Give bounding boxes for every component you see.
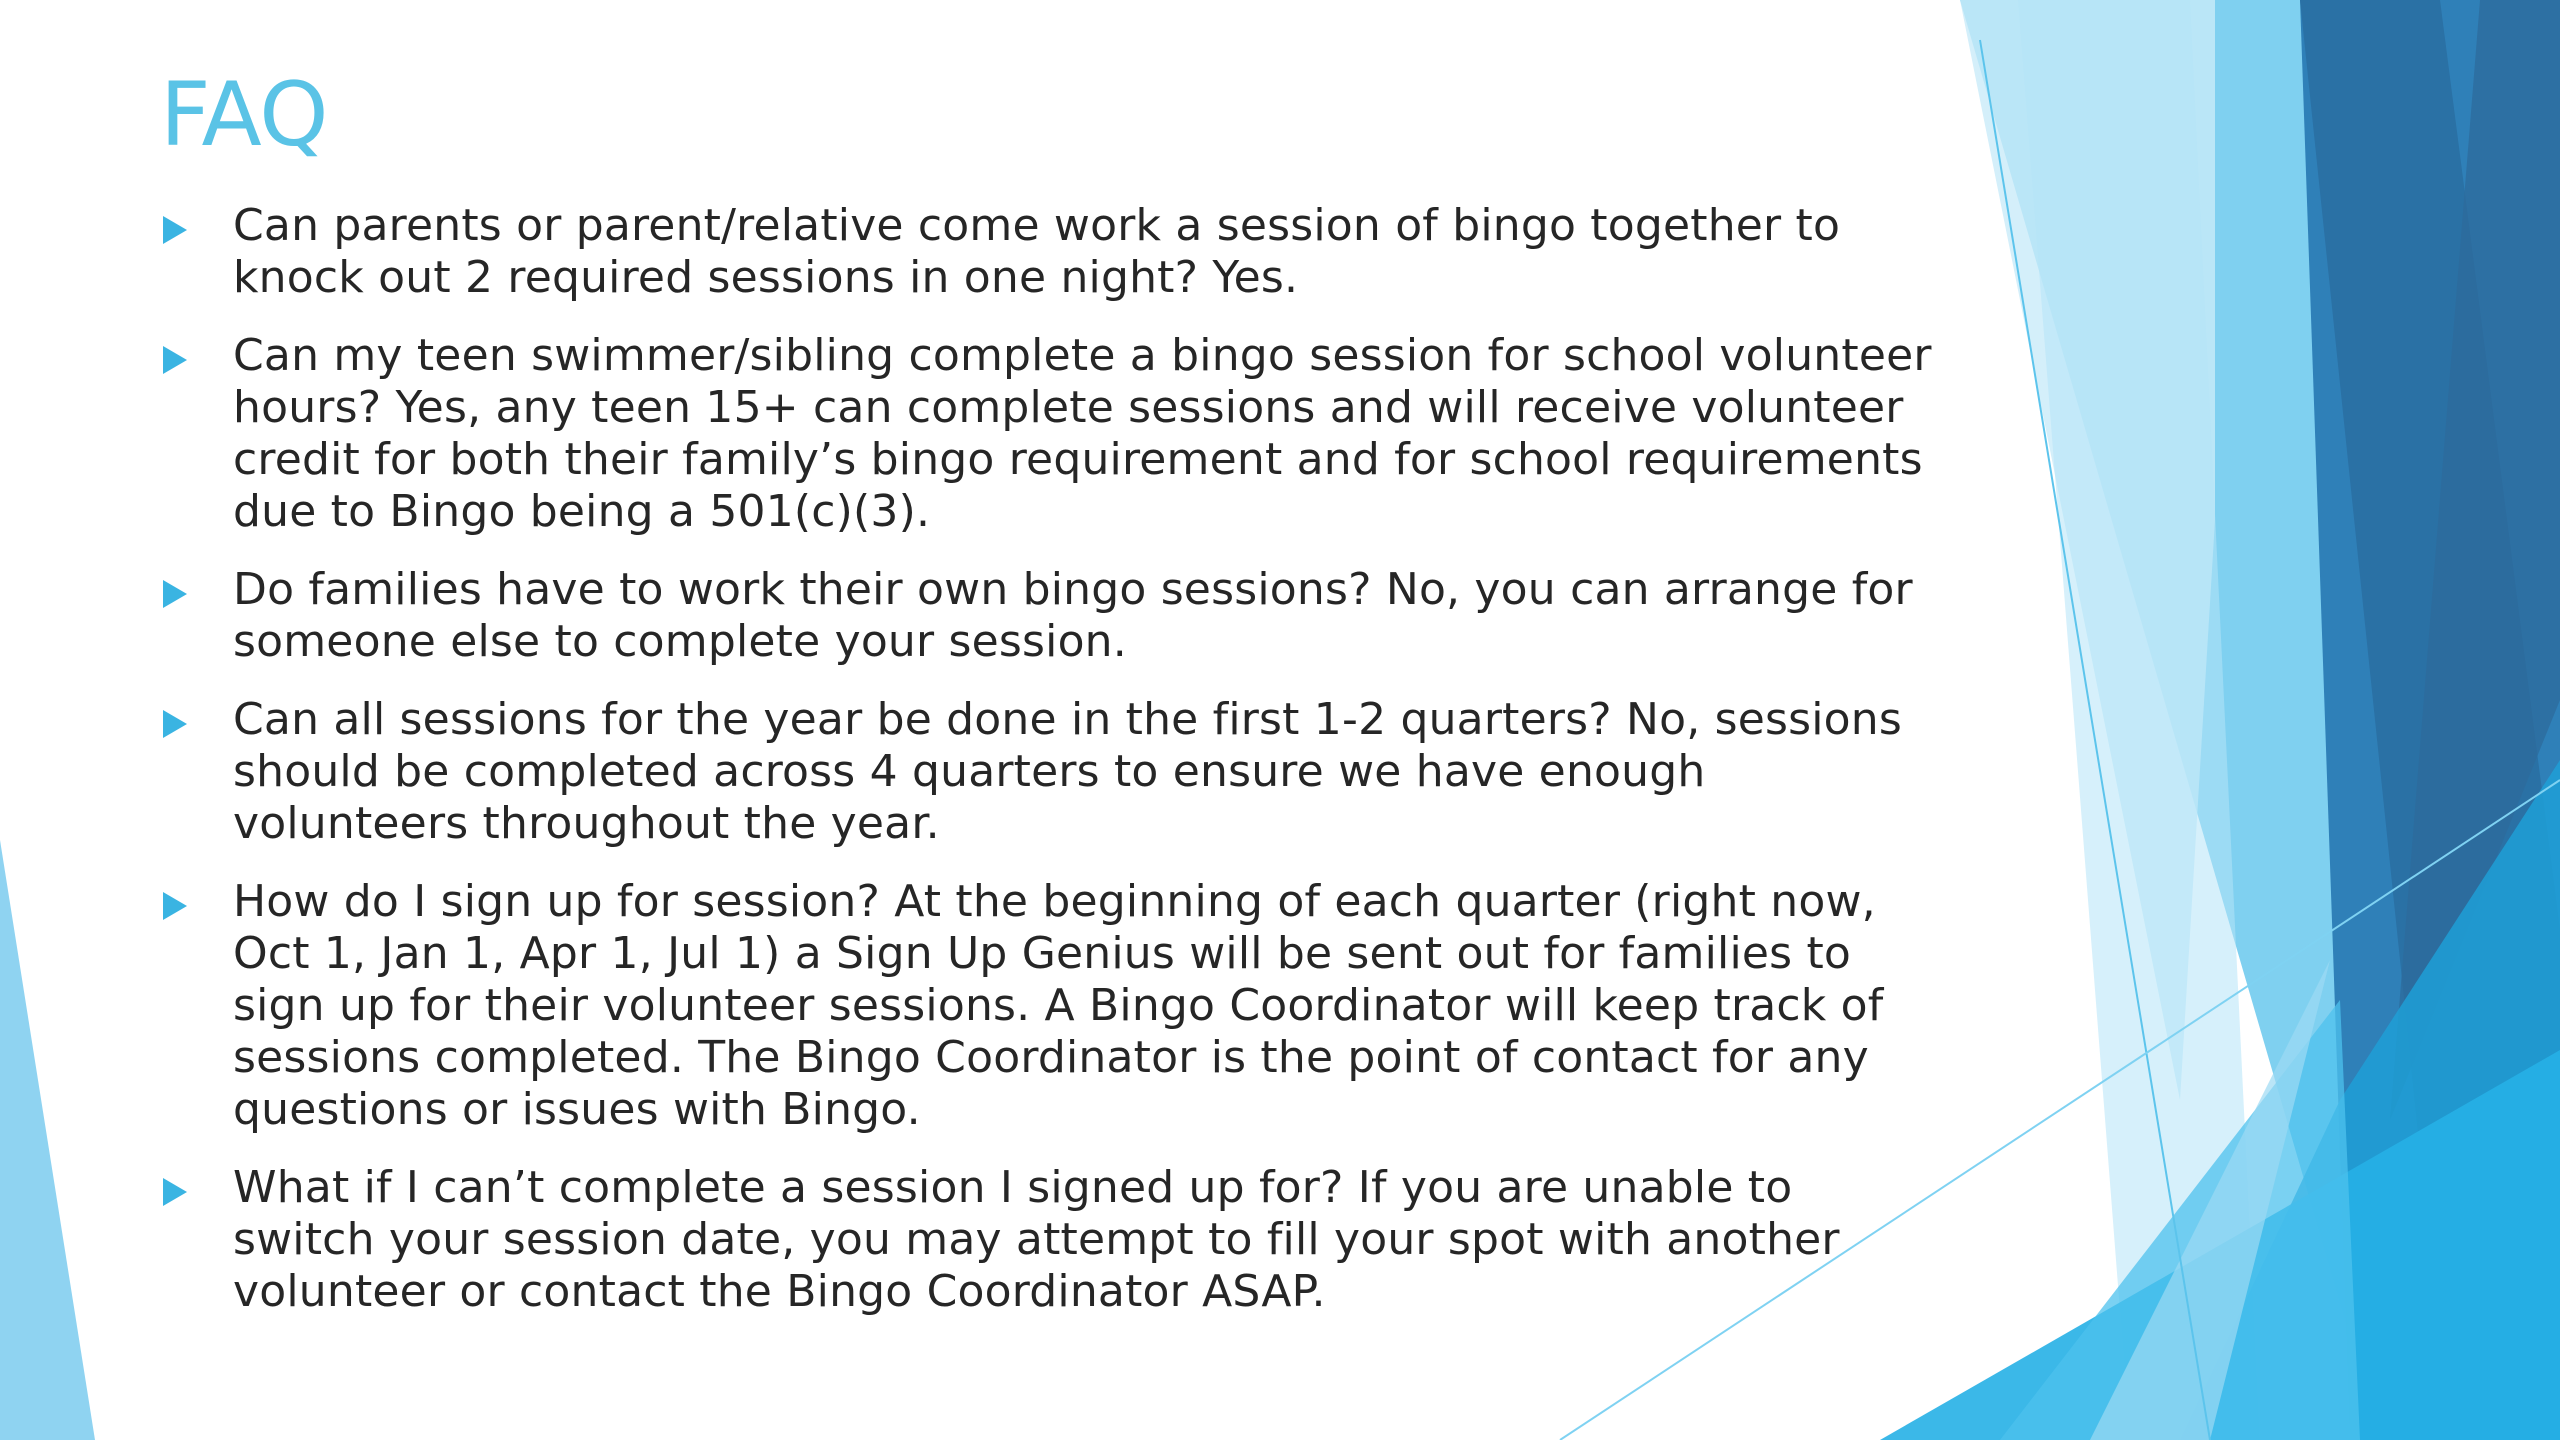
faq-text: Can all sessions for the year be done in the first 1-2 quarters? No, sessions should be completed across 4 quarters to ensure we have enough volunteers throughout the year. (233, 694, 1903, 849)
triangle-right-bullet-icon (163, 216, 187, 244)
left-edge-accent (0, 840, 95, 1440)
faq-list (160, 200, 1940, 1344)
faq-item (160, 876, 1940, 1136)
triangle-right-bullet-icon (163, 580, 187, 608)
faq-item (160, 694, 1940, 850)
faq-item (160, 200, 1940, 304)
faq-text: Do families have to work their own bingo sessions? No, you can arrange for someone else to complete your session. (233, 564, 1913, 667)
faq-item (160, 330, 1940, 538)
triangle-right-bullet-icon (163, 892, 187, 920)
faq-item (160, 564, 1940, 668)
slide-title: FAQ (160, 63, 328, 166)
triangle-right-bullet-icon (163, 710, 187, 738)
faq-text: Can my teen swimmer/sibling complete a bingo session for school volunteer hours? Yes, any teen 15+ can complete sessions and will receive volunteer credit for both their family’s bingo requirement and for school requirements due to Bingo being a 501(c)(3). (233, 330, 1932, 537)
triangle-right-bullet-icon (163, 346, 187, 374)
faq-text: Can parents or parent/relative come work a session of bingo together to knock out 2 required sessions in one night? Yes. (233, 200, 1841, 303)
faq-text: What if I can’t complete a session I signed up for? If you are unable to switch your session date, you may attempt to fill your spot with another volunteer or contact the Bingo Coordinator ASAP. (233, 1162, 1840, 1317)
triangle-right-bullet-icon (163, 1178, 187, 1206)
faq-item (160, 1162, 1940, 1318)
faq-text: How do I sign up for session? At the beginning of each quarter (right now, Oct 1, Jan 1, Apr 1, Jul 1) a Sign Up Genius will be sent out for families to sign up for their volunteer sessions. A Bingo Coordinator will keep track of sessions completed. The Bingo Coordinator is the point of contact for any questions or issues with Bingo. (233, 876, 1884, 1135)
